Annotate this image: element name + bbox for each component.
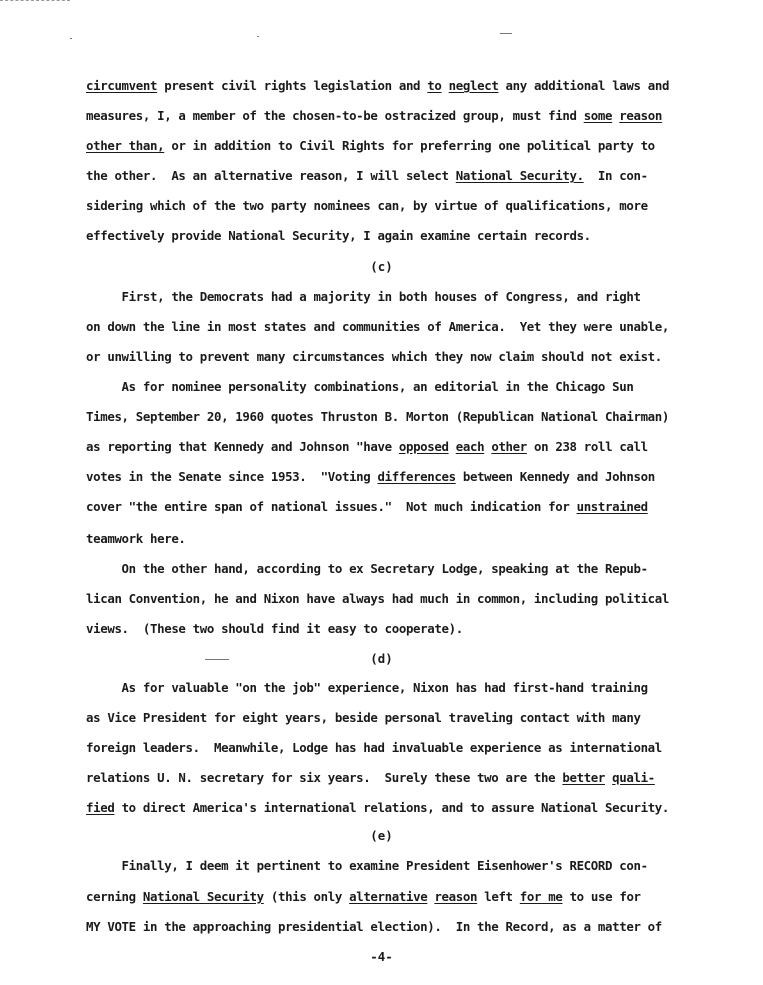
underlined-text: reason (434, 889, 478, 904)
text-line (86, 349, 706, 365)
underlined-text: alternative (349, 889, 428, 904)
text-line (86, 499, 706, 515)
underlined-text: circumvent (86, 78, 158, 93)
text-line (86, 379, 706, 395)
text-segment: MY VOTE in the approaching presidential election). In the Record, as a matter of (86, 919, 662, 934)
text-segment (442, 78, 449, 93)
text-segment: cover "the entire span of national issues." Not much indication for (86, 499, 577, 514)
section-heading: (c) (370, 259, 393, 274)
underlined-text: unstrained (576, 499, 648, 514)
text-segment: to direct America's international relations, and to assure National Security. (114, 800, 670, 815)
text-line (86, 680, 706, 696)
text-line (86, 919, 706, 935)
text-segment: to use for (562, 889, 641, 904)
text-segment: between Kennedy and Johnson (455, 469, 655, 484)
text-segment: measures, I, a member of the chosen-to-be ostracized group, must find (86, 108, 584, 123)
scan-speck (500, 33, 512, 34)
top-edge-marks (0, 0, 70, 1)
text-line (86, 168, 706, 184)
text-segment: First, the Democrats had a majority in both houses of Congress, and right (86, 289, 641, 304)
text-segment: the other. As an alternative reason, I will select (86, 168, 456, 183)
text-segment: sidering which of the two party nominees can, by virtue of qualifications, more (86, 198, 648, 213)
text-segment: foreign leaders. Meanwhile, Lodge has had invaluable experience as international (86, 740, 662, 755)
text-segment: lican Convention, he and Nixon have always had much in common, including political (86, 591, 670, 606)
text-segment: As for nominee personality combinations, an editorial in the Chicago Sun (86, 379, 634, 394)
text-segment: as Vice President for eight years, beside personal traveling contact with many (86, 710, 641, 725)
text-segment: relations U. N. secretary for six years. Surely these two are the (86, 770, 563, 785)
underlined-text: other (491, 439, 527, 454)
text-line (86, 770, 706, 786)
text-segment: effectively provide National Security, I again examine certain records. (86, 228, 591, 243)
section-heading: (e) (370, 828, 393, 843)
underlined-text: better (562, 770, 606, 785)
text-line (86, 138, 706, 154)
underlined-text: each (455, 439, 485, 454)
text-line (86, 108, 706, 124)
page-number: -4- (370, 949, 393, 964)
text-segment: In con- (583, 168, 648, 183)
text-line (86, 800, 706, 816)
text-segment: present civil rights legislation and (157, 78, 428, 93)
text-line (86, 289, 706, 305)
scan-speck (257, 36, 259, 37)
text-segment: or in addition to Civil Rights for preferring one political party to (164, 138, 655, 153)
text-segment: (this only (263, 889, 350, 904)
text-segment: Times, September 20, 1960 quotes Thruston B. Morton (Republican National Chairman) (86, 409, 670, 424)
underlined-text: other than, (86, 138, 165, 153)
text-line (86, 858, 706, 874)
underlined-text: neglect (448, 78, 499, 93)
text-segment: left (477, 889, 520, 904)
section-heading: (d) (370, 651, 393, 666)
text-segment: As for valuable "on the job" experience, Nixon has had first-hand training (86, 680, 648, 695)
text-line (86, 889, 706, 905)
text-line (86, 198, 706, 214)
underlined-text: to (427, 78, 442, 93)
text-line (86, 531, 706, 547)
underlined-text: for me (519, 889, 563, 904)
text-line (86, 710, 706, 726)
underlined-text: reason (619, 108, 662, 123)
text-line (86, 621, 706, 637)
underlined-text: some (583, 108, 613, 123)
underlined-text: differences (377, 469, 456, 484)
text-segment (449, 439, 456, 454)
text-line (86, 591, 706, 607)
text-line (86, 78, 706, 94)
text-line (86, 469, 706, 485)
underlined-text: fied (86, 800, 115, 815)
text-segment: any additional laws and (498, 78, 670, 93)
text-segment: on down the line in most states and communities of America. Yet they were unable, (86, 319, 670, 334)
text-line (86, 228, 706, 244)
text-segment: On the other hand, according to ex Secretary Lodge, speaking at the Repub- (86, 561, 648, 576)
underlined-text: National Security (142, 889, 264, 904)
text-segment: or unwilling to prevent many circumstances which they now claim should not exist. (86, 349, 662, 364)
text-line (86, 439, 706, 455)
text-line (86, 319, 706, 335)
text-segment: views. (These two should find it easy to cooperate). (86, 621, 463, 636)
text-line (86, 409, 706, 425)
text-line (86, 561, 706, 577)
underlined-text: opposed (398, 439, 449, 454)
text-segment: as reporting that Kennedy and Johnson "have (86, 439, 399, 454)
scan-speck (70, 38, 72, 39)
text-segment: Finally, I deem it pertinent to examine President Eisenhower's RECORD con- (86, 858, 648, 873)
text-line (86, 740, 706, 756)
text-segment: cerning (86, 889, 143, 904)
text-segment: votes in the Senate since 1953. "Voting (86, 469, 378, 484)
text-segment: teamwork here. (86, 531, 186, 546)
underlined-text: quali- (612, 770, 655, 785)
underlined-text: National Security. (455, 168, 584, 183)
text-segment: on 238 roll call (526, 439, 648, 454)
